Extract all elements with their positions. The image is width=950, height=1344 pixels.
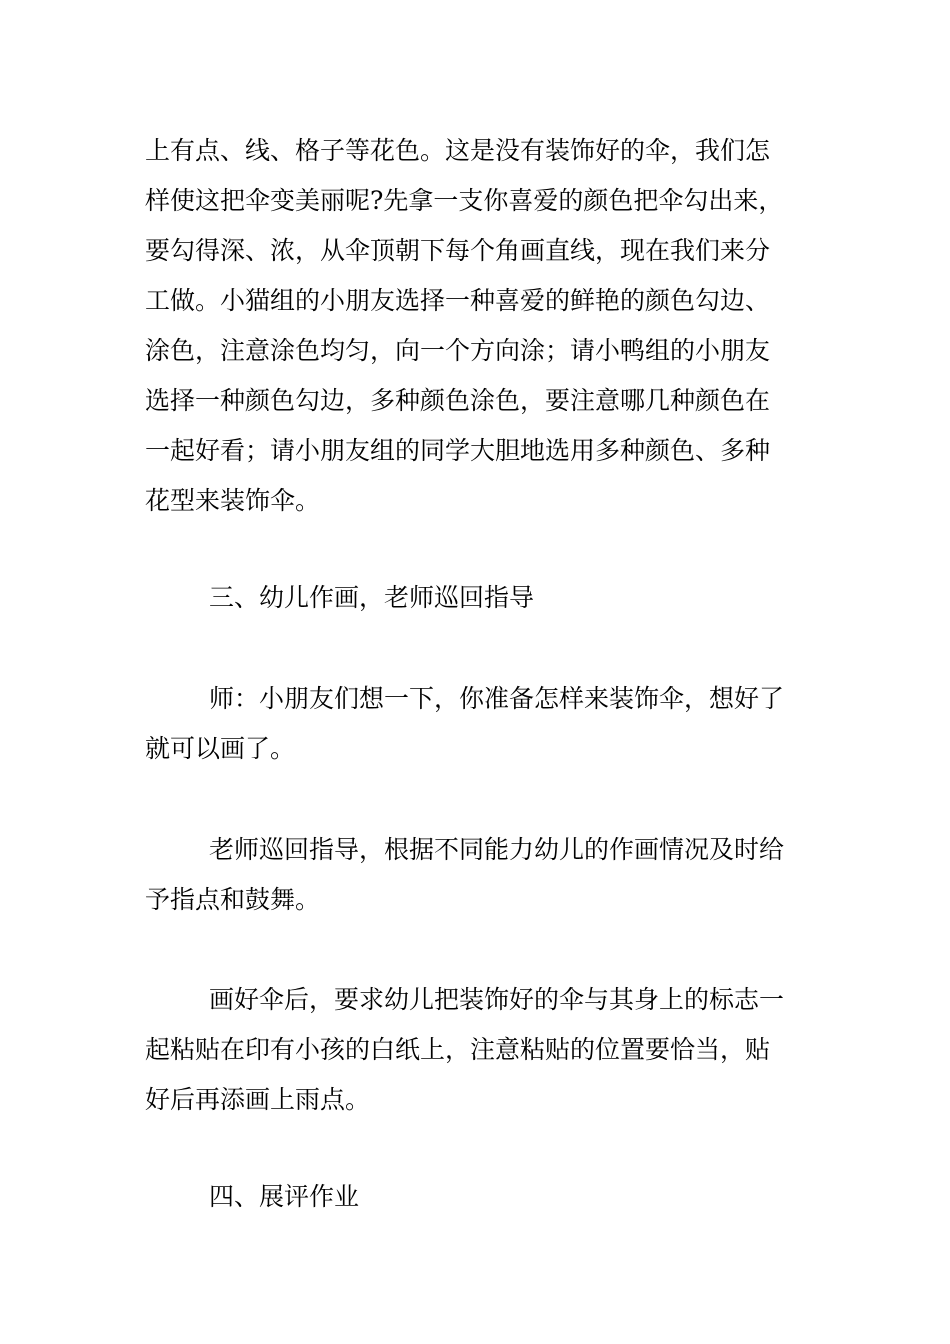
section-heading-four (145, 1172, 810, 1222)
text-line: 工做。小猫组的小朋友选择一种喜爱的鲜艳的颜色勾边、 (145, 286, 771, 315)
heading-text: 三、幼儿作画，老师巡回指导 (209, 583, 535, 612)
text-line: 就可以画了。 (145, 734, 296, 763)
paragraph-pasting-instructions (145, 975, 810, 1125)
text-line: 选择一种颜色勾边，多种颜色涂色，要注意哪几种颜色在 (145, 386, 771, 415)
text-line: 样使这把伞变美丽呢?先拿一支你喜爱的颜色把伞勾出来， (145, 186, 784, 215)
text-line: 花型来装饰伞。 (145, 486, 321, 515)
paragraph-teacher-guidance (145, 825, 810, 925)
text-line: 予指点和鼓舞。 (145, 885, 321, 914)
text-line: 起粘贴在印有小孩的白纸上，注意粘贴的位置要恰当，贴 (145, 1035, 771, 1064)
text-line: 师：小朋友们想一下，你准备怎样来装饰伞，想好了 (209, 684, 785, 713)
paragraph-umbrella-decoration (145, 126, 810, 526)
text-line: 一起好看；请小朋友组的同学大胆地选用多种颜色、多种 (145, 436, 771, 465)
text-line: 画好伞后，要求幼儿把装饰好的伞与其身上的标志一 (209, 985, 785, 1014)
text-line: 要勾得深、浓，从伞顶朝下每个角画直线，现在我们来分 (145, 236, 771, 265)
section-heading-three (145, 573, 810, 623)
text-line: 好后再添画上雨点。 (145, 1085, 371, 1114)
text-line: 老师巡回指导，根据不同能力幼儿的作画情况及时给 (209, 835, 785, 864)
heading-text: 四、展评作业 (209, 1182, 360, 1211)
text-line: 涂色，注意涂色均匀，向一个方向涂；请小鸭组的小朋友 (145, 336, 771, 365)
text-line: 上有点、线、格子等花色。这是没有装饰好的伞，我们怎 (145, 136, 771, 165)
paragraph-teacher-prompt (145, 674, 810, 774)
